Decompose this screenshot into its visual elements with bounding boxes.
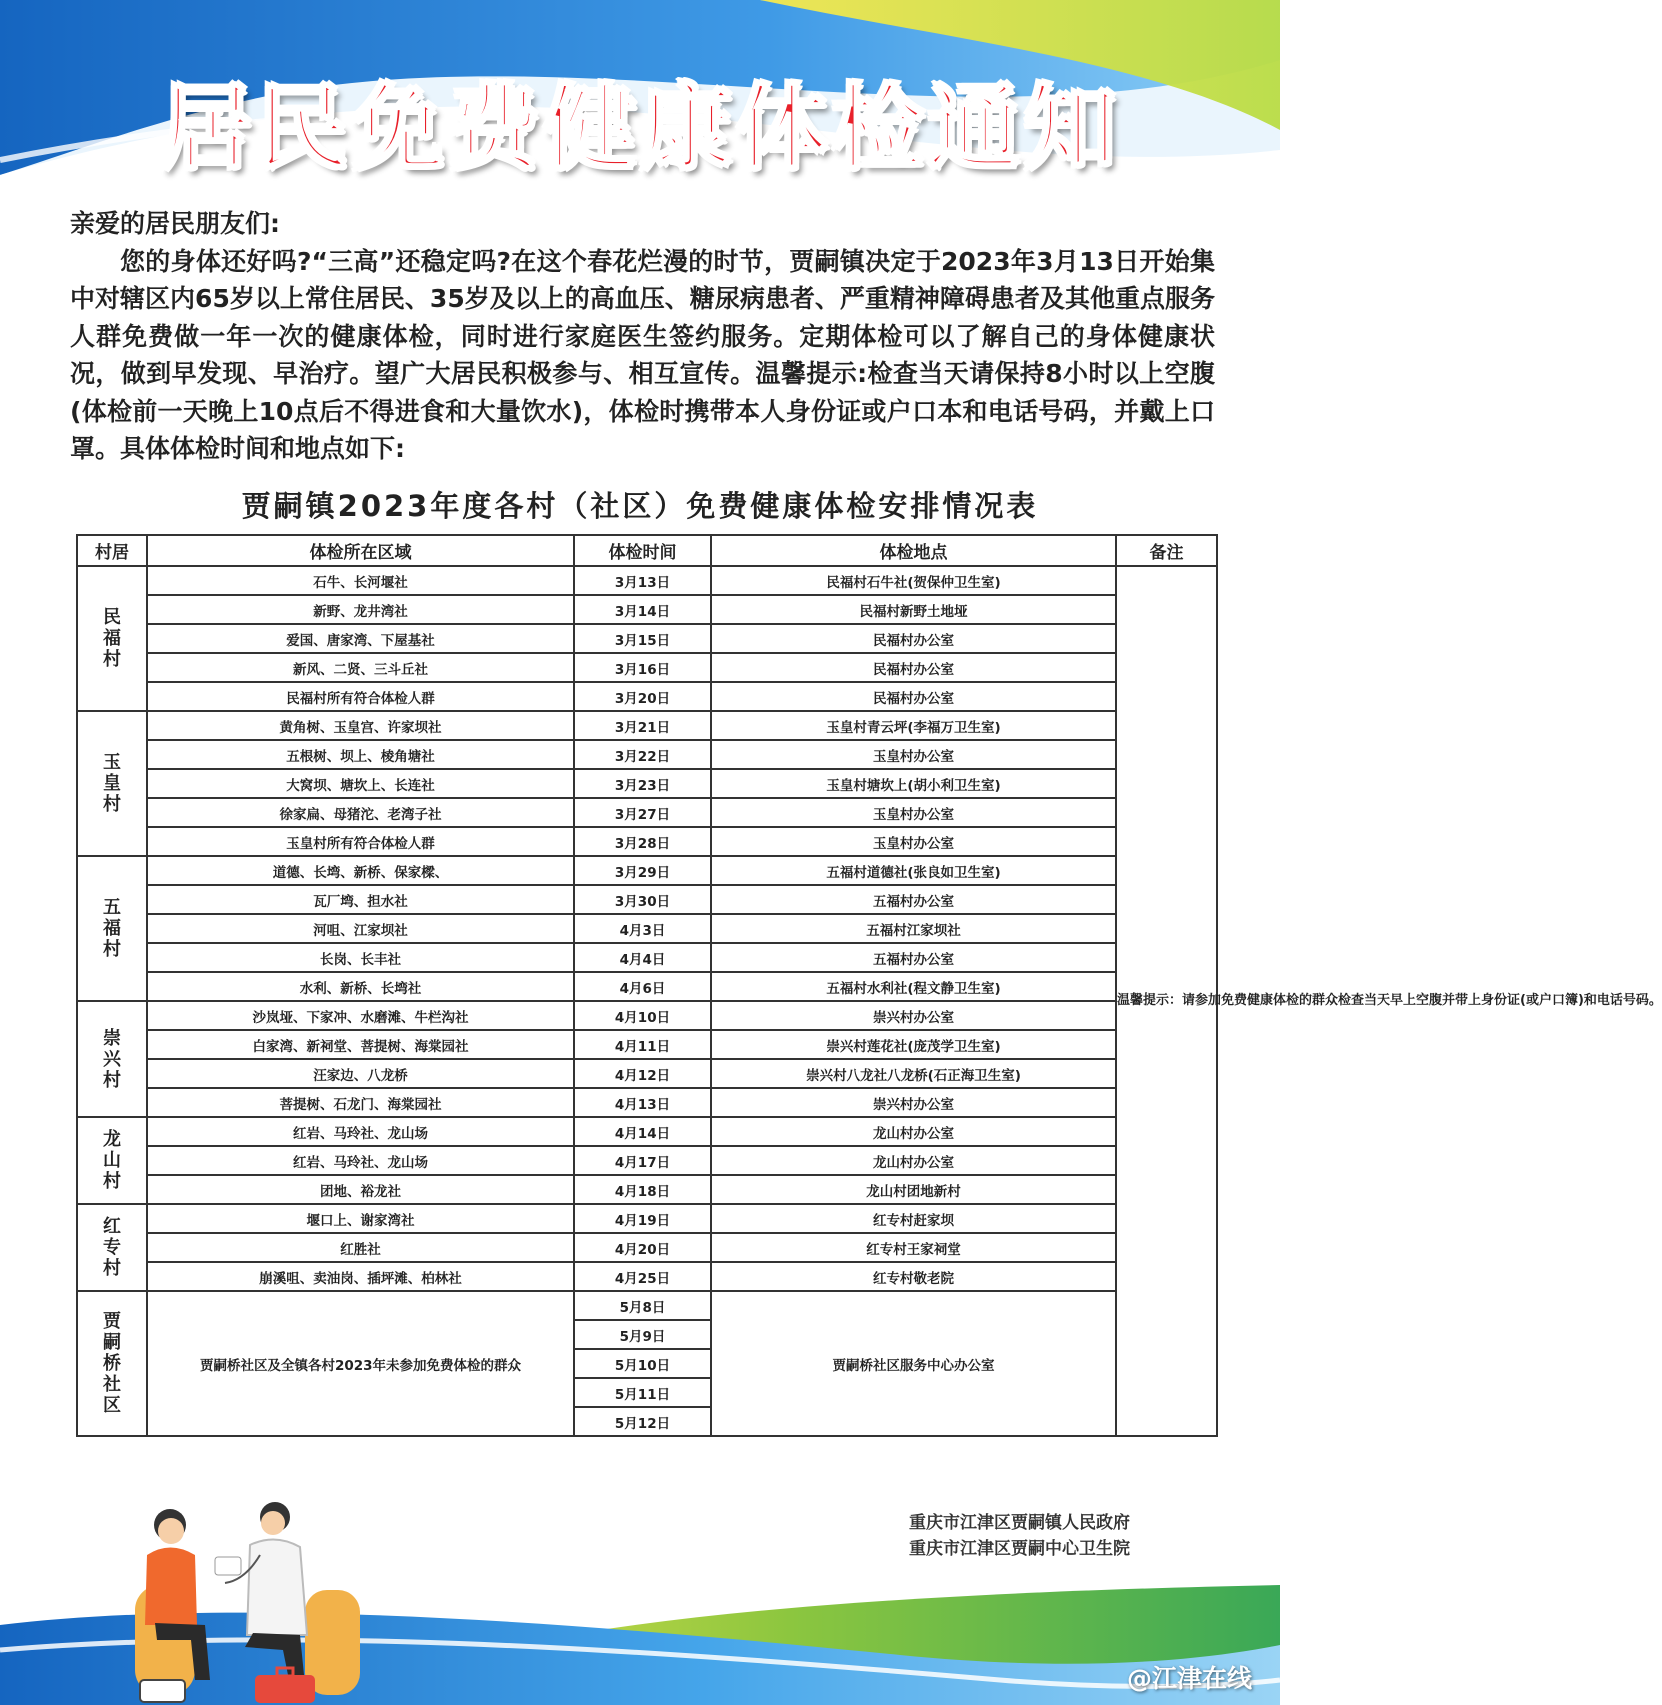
table-row bbox=[77, 1204, 1217, 1233]
area-cell: 堰口上、谢家湾社 bbox=[147, 1204, 574, 1233]
time-cell: 4月6日 bbox=[574, 972, 711, 1001]
table-row bbox=[77, 1001, 1217, 1030]
time-cell: 3月29日 bbox=[574, 856, 711, 885]
area-cell: 新野、龙井湾社 bbox=[147, 595, 574, 624]
village-cell: 玉 皇 村 bbox=[77, 711, 147, 856]
place-cell: 民福村办公室 bbox=[711, 682, 1116, 711]
area-cell: 瓦厂塆、担水社 bbox=[147, 885, 574, 914]
table-row bbox=[77, 885, 1217, 914]
area-cell: 黄角树、玉皇宫、许家坝社 bbox=[147, 711, 574, 740]
table-header-row bbox=[77, 535, 1217, 566]
table-row bbox=[77, 1262, 1217, 1291]
doctor-patient-illustration bbox=[125, 1495, 375, 1705]
place-cell: 民福村办公室 bbox=[711, 624, 1116, 653]
table-row bbox=[77, 769, 1217, 798]
place-cell: 玉皇村塘坎上(胡小利卫生室) bbox=[711, 769, 1116, 798]
table-row bbox=[77, 1030, 1217, 1059]
time-cell: 3月23日 bbox=[574, 769, 711, 798]
watermark: @江津在线 bbox=[1126, 1664, 1252, 1693]
place-cell: 龙山村团地新村 bbox=[711, 1175, 1116, 1204]
table-row bbox=[77, 566, 1217, 595]
table-row bbox=[77, 624, 1217, 653]
area-cell: 道德、长塆、新桥、保家樑、 bbox=[147, 856, 574, 885]
area-cell: 红岩、马玲社、龙山场 bbox=[147, 1117, 574, 1146]
place-cell: 红专村赶家坝 bbox=[711, 1204, 1116, 1233]
area-cell: 玉皇村所有符合体检人群 bbox=[147, 827, 574, 856]
area-cell: 民福村所有符合体检人群 bbox=[147, 682, 574, 711]
area-cell: 团地、裕龙社 bbox=[147, 1175, 574, 1204]
place-cell: 五福村道德社(张良如卫生室) bbox=[711, 856, 1116, 885]
issuer-line-1: 重庆市江津区贾嗣镇人民政府 bbox=[909, 1513, 1130, 1533]
header-place: 体检地点 bbox=[711, 535, 1116, 566]
area-cell: 崩溪咀、卖油岗、插坪滩、柏林社 bbox=[147, 1262, 574, 1291]
place-cell: 贾嗣桥社区服务中心办公室 bbox=[711, 1291, 1116, 1436]
time-cell: 3月27日 bbox=[574, 798, 711, 827]
time-cell: 4月12日 bbox=[574, 1059, 711, 1088]
area-cell: 石牛、长河堰社 bbox=[147, 566, 574, 595]
place-cell: 崇兴村莲花社(庞茂学卫生室) bbox=[711, 1030, 1116, 1059]
place-cell: 崇兴村办公室 bbox=[711, 1088, 1116, 1117]
area-cell: 大窝坝、塘坎上、长连社 bbox=[147, 769, 574, 798]
time-cell: 3月21日 bbox=[574, 711, 711, 740]
time-cell: 3月14日 bbox=[574, 595, 711, 624]
village-cell: 民 福 村 bbox=[77, 566, 147, 711]
place-cell: 民福村石牛社(贺保仲卫生室) bbox=[711, 566, 1116, 595]
schedule-table bbox=[76, 534, 1662, 1437]
area-cell: 红胜社 bbox=[147, 1233, 574, 1262]
place-cell: 红专村王家祠堂 bbox=[711, 1233, 1116, 1262]
area-cell: 红岩、马玲社、龙山场 bbox=[147, 1146, 574, 1175]
area-cell: 新风、二贤、三斗丘社 bbox=[147, 653, 574, 682]
time-cell: 4月10日 bbox=[574, 1001, 711, 1030]
time-cell: 4月13日 bbox=[574, 1088, 711, 1117]
table-row bbox=[77, 1175, 1217, 1204]
time-cell: 3月20日 bbox=[574, 682, 711, 711]
place-cell: 玉皇村办公室 bbox=[711, 740, 1116, 769]
time-cell: 4月25日 bbox=[574, 1262, 711, 1291]
issuer-line-2: 重庆市江津区贾嗣中心卫生院 bbox=[909, 1539, 1130, 1559]
header-remark: 备注 bbox=[1116, 535, 1217, 566]
village-cell: 红 专 村 bbox=[77, 1204, 147, 1291]
time-cell: 4月3日 bbox=[574, 914, 711, 943]
time-cell: 5月11日 bbox=[574, 1378, 711, 1407]
village-cell: 崇 兴 村 bbox=[77, 1001, 147, 1117]
area-cell: 五根树、坝上、棱角塘社 bbox=[147, 740, 574, 769]
table-title: 贾嗣镇2023年度各村（社区）免费健康体检安排情况表 bbox=[241, 489, 1039, 523]
table-row bbox=[77, 711, 1217, 740]
area-cell: 水利、新桥、长塆社 bbox=[147, 972, 574, 1001]
time-cell: 4月4日 bbox=[574, 943, 711, 972]
time-cell: 3月30日 bbox=[574, 885, 711, 914]
table-row bbox=[77, 943, 1217, 972]
table-row bbox=[77, 827, 1217, 856]
place-cell: 玉皇村办公室 bbox=[711, 798, 1116, 827]
table-row bbox=[77, 1146, 1217, 1175]
place-cell: 崇兴村八龙社八龙桥(石正海卫生室) bbox=[711, 1059, 1116, 1088]
time-cell: 4月14日 bbox=[574, 1117, 711, 1146]
area-cell: 河咀、江家坝社 bbox=[147, 914, 574, 943]
place-cell: 玉皇村办公室 bbox=[711, 827, 1116, 856]
time-cell: 3月22日 bbox=[574, 740, 711, 769]
time-cell: 4月19日 bbox=[574, 1204, 711, 1233]
time-cell: 5月9日 bbox=[574, 1320, 711, 1349]
time-cell: 5月12日 bbox=[574, 1407, 711, 1436]
table-row bbox=[77, 1059, 1217, 1088]
table-row bbox=[77, 1291, 1217, 1320]
time-cell: 4月18日 bbox=[574, 1175, 711, 1204]
table-row bbox=[77, 798, 1217, 827]
time-cell: 3月13日 bbox=[574, 566, 711, 595]
time-cell: 4月20日 bbox=[574, 1233, 711, 1262]
table-row bbox=[77, 1233, 1217, 1262]
time-cell: 5月10日 bbox=[574, 1349, 711, 1378]
area-cell: 徐家扁、母猪沱、老湾子社 bbox=[147, 798, 574, 827]
area-cell: 长岗、长丰社 bbox=[147, 943, 574, 972]
place-cell: 五福村水利社(程文静卫生室) bbox=[711, 972, 1116, 1001]
place-cell: 民福村办公室 bbox=[711, 653, 1116, 682]
table-row bbox=[77, 595, 1217, 624]
place-cell: 崇兴村办公室 bbox=[711, 1001, 1116, 1030]
table-row bbox=[77, 856, 1217, 885]
table-row bbox=[77, 682, 1217, 711]
table-row bbox=[77, 1117, 1217, 1146]
header-time: 体检时间 bbox=[574, 535, 711, 566]
page-title: 居民免费健康体检通知 bbox=[159, 75, 1120, 182]
intro-text bbox=[70, 205, 1215, 468]
table-row bbox=[77, 972, 1217, 1001]
place-cell: 五福村办公室 bbox=[711, 885, 1116, 914]
intro-body: 您的身体还好吗?“三高”还稳定吗?在这个春花烂漫的时节，贾嗣镇决定于2023年3月13日开始集中对辖区内65岁以上常住居民、35岁及以上的高血压、糖尿病患者、严重精神障碍患者及其他重点服务人群免费做一年一次的健康体检，同时进行家庭医生签约服务。定期体检可以了解自己的身体健康状况，做到早发现、早治疗。望广大居民积极参与、相互宣传。温馨提示:检查当天请保持8小时以上空腹(体检前一天晚上10点后不得进食和大量饮水)，体检时携带本人身份证或户口本和电话号码，并戴上口罩。具体体检时间和地点如下: bbox=[70, 246, 1215, 463]
time-cell: 4月11日 bbox=[574, 1030, 711, 1059]
table-row bbox=[77, 1088, 1217, 1117]
area-cell: 菩提树、石龙门、海棠园社 bbox=[147, 1088, 574, 1117]
place-cell: 龙山村办公室 bbox=[711, 1117, 1116, 1146]
table-row bbox=[77, 914, 1217, 943]
place-cell: 民福村新野土地垭 bbox=[711, 595, 1116, 624]
time-cell: 3月16日 bbox=[574, 653, 711, 682]
time-cell: 3月15日 bbox=[574, 624, 711, 653]
header-area: 体检所在区域 bbox=[147, 535, 574, 566]
village-cell: 贾 嗣 桥 社 区 bbox=[77, 1291, 147, 1436]
table-row bbox=[77, 653, 1217, 682]
place-cell: 五福村办公室 bbox=[711, 943, 1116, 972]
time-cell: 5月8日 bbox=[574, 1291, 711, 1320]
place-cell: 红专村敬老院 bbox=[711, 1262, 1116, 1291]
area-cell: 沙岚垭、下家冲、水磨滩、牛栏沟社 bbox=[147, 1001, 574, 1030]
header-village: 村居 bbox=[77, 535, 147, 566]
area-cell: 白家湾、新祠堂、菩提树、海棠园社 bbox=[147, 1030, 574, 1059]
greeting: 亲爱的居民朋友们: bbox=[70, 209, 280, 238]
area-cell: 贾嗣桥社区及全镇各村2023年未参加免费体检的群众 bbox=[147, 1291, 574, 1436]
issuer bbox=[909, 1510, 1130, 1562]
place-cell: 龙山村办公室 bbox=[711, 1146, 1116, 1175]
time-cell: 4月17日 bbox=[574, 1146, 711, 1175]
village-cell: 龙 山 村 bbox=[77, 1117, 147, 1204]
area-cell: 爱国、唐家湾、下屋基社 bbox=[147, 624, 574, 653]
time-cell: 3月28日 bbox=[574, 827, 711, 856]
remark-cell: 温馨提示：请参加免费健康体检的群众检查当天早上空腹并带上身份证(或户口簿)和电话号码。 bbox=[1116, 566, 1217, 1436]
table-body bbox=[77, 566, 1662, 1436]
village-cell: 五 福 村 bbox=[77, 856, 147, 1001]
place-cell: 五福村江家坝社 bbox=[711, 914, 1116, 943]
table-row bbox=[77, 740, 1217, 769]
area-cell: 汪家边、八龙桥 bbox=[147, 1059, 574, 1088]
place-cell: 玉皇村青云坪(李福万卫生室) bbox=[711, 711, 1116, 740]
